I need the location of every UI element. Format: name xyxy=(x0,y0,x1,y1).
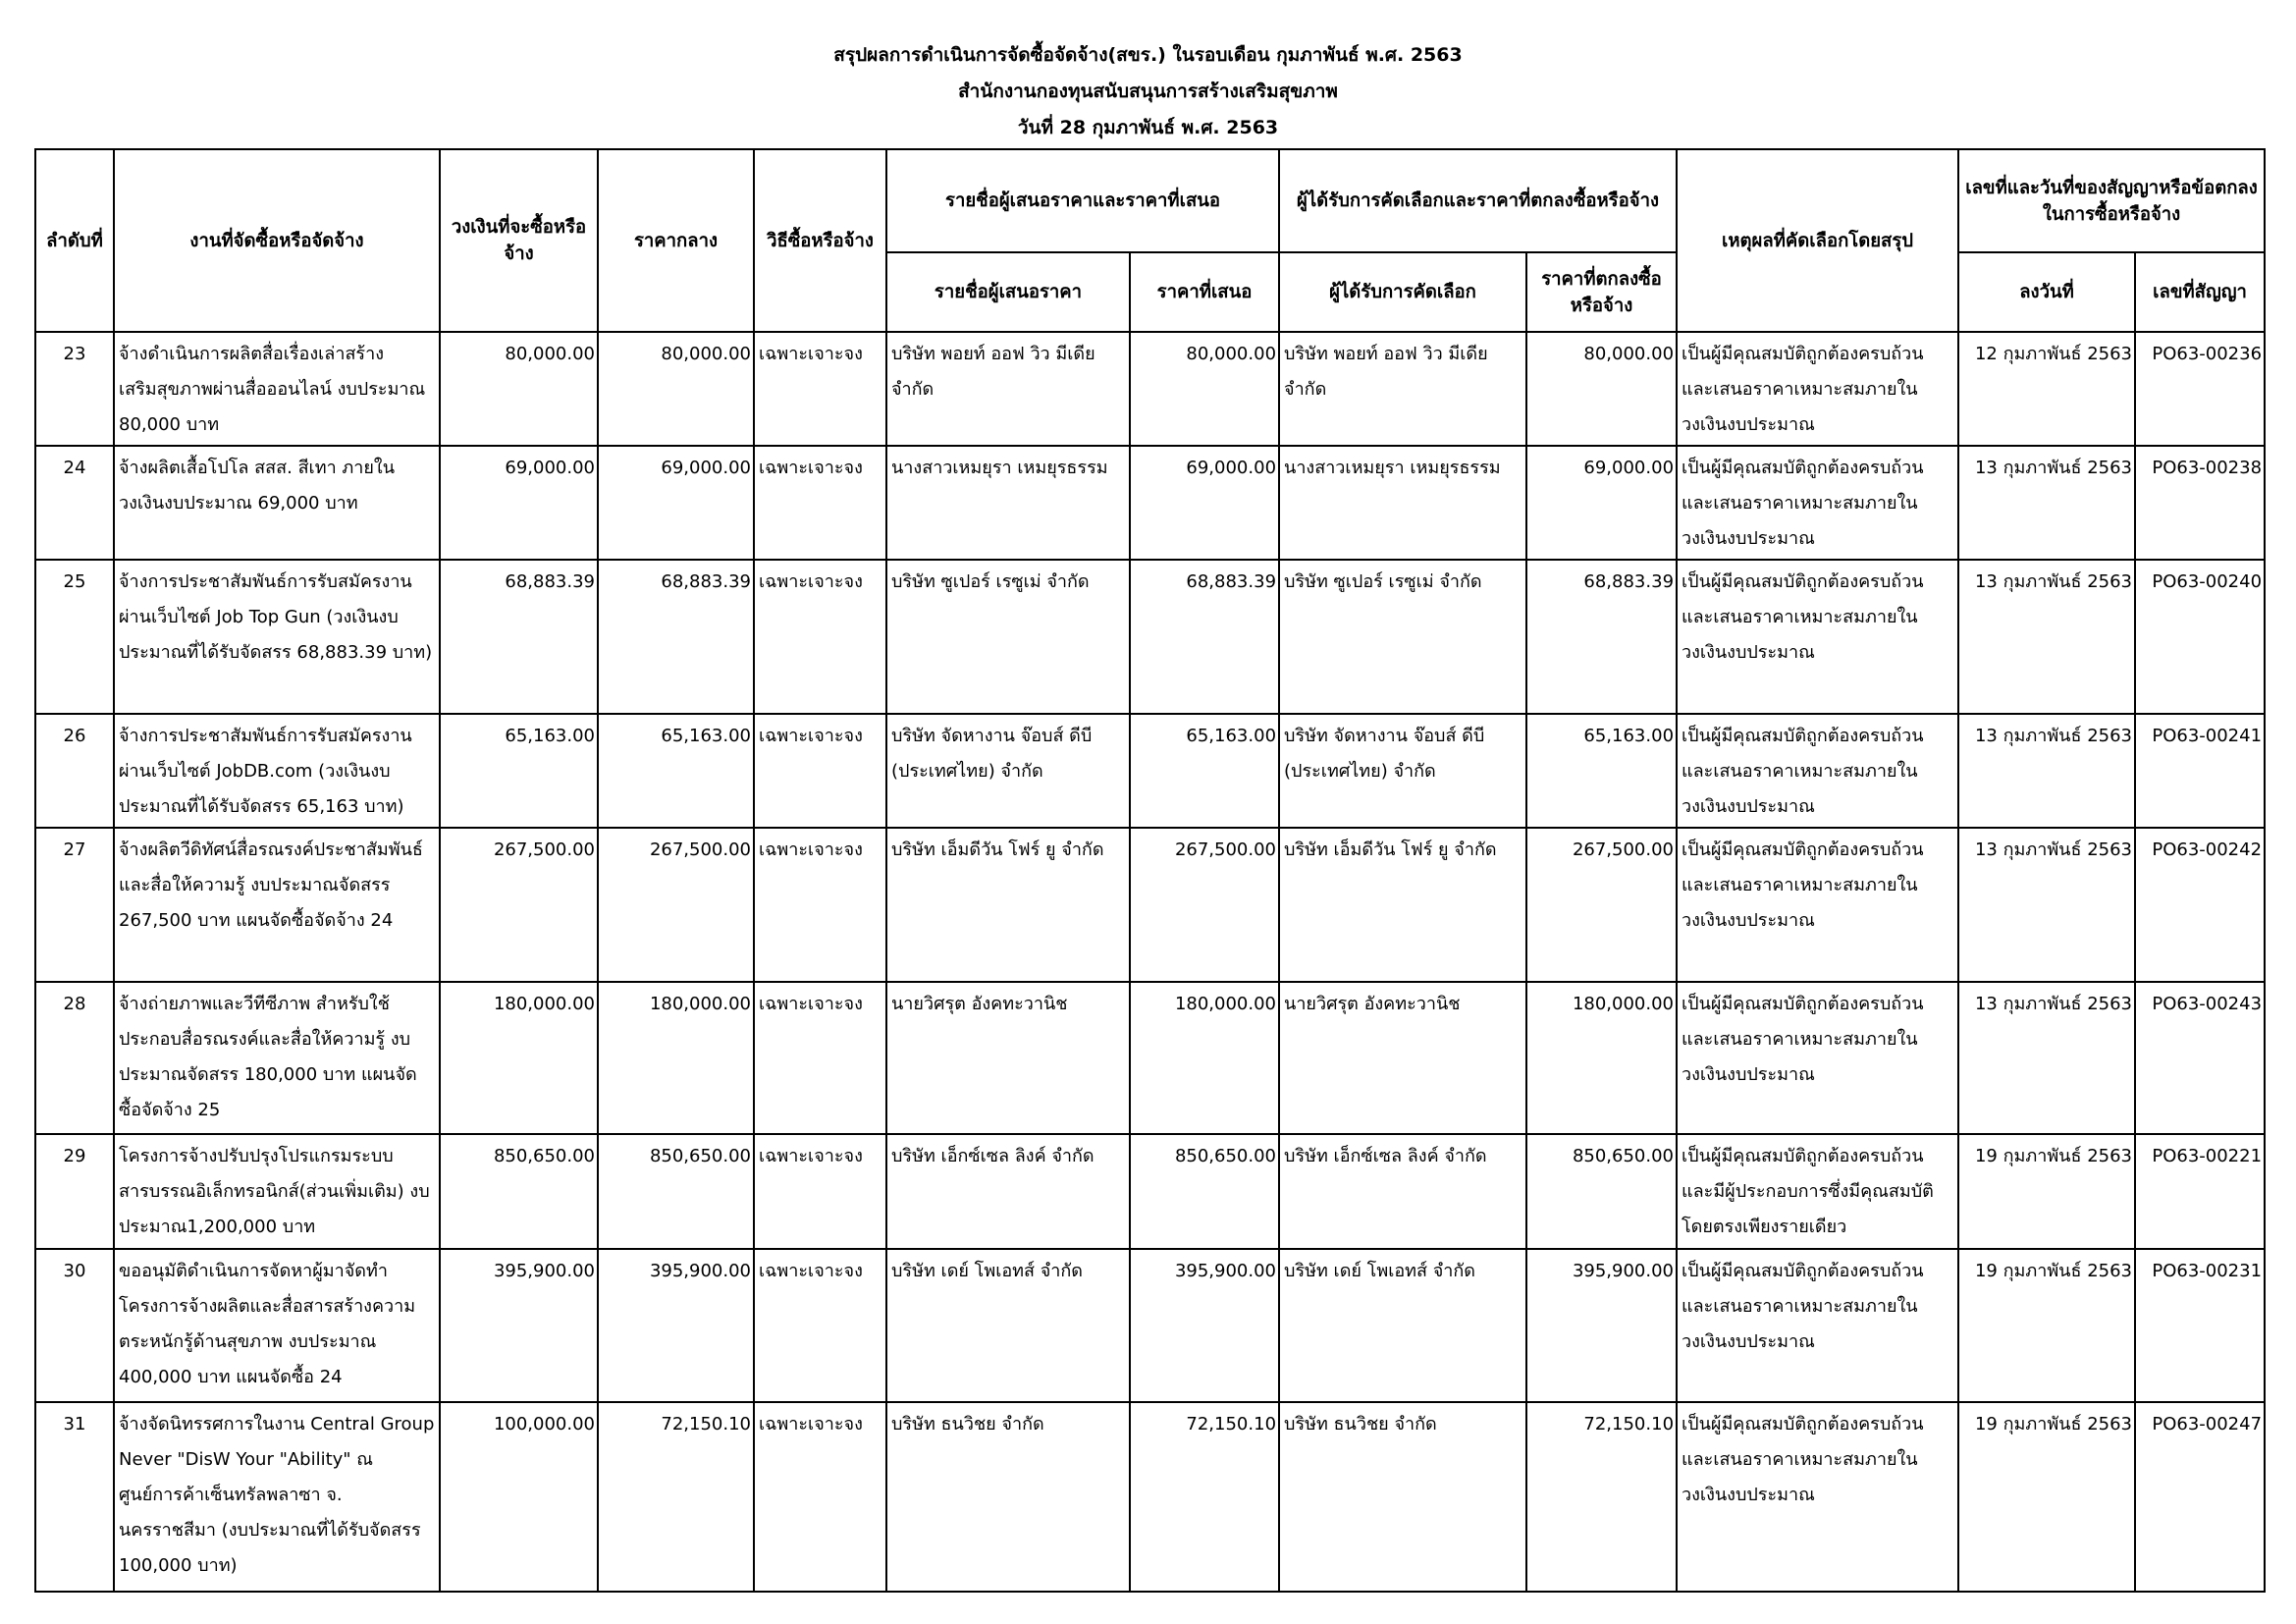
row-reason: เป็นผู้มีคุณสมบัติถูกต้องครบถ้วนและเสนอราคาเหมาะสมภายในวงเงินงบประมาณ xyxy=(1677,1249,1958,1402)
row-budget: 69,000.00 xyxy=(440,446,598,560)
row-agreed-price: 850,650.00 xyxy=(1526,1134,1677,1249)
row-median-price: 72,150.10 xyxy=(598,1402,754,1592)
row-selected: บริษัท พอยท์ ออฟ วิว มีเดีย จำกัด xyxy=(1279,332,1526,446)
col-header-work: งานที่จัดซื้อหรือจัดจ้าง xyxy=(114,149,440,332)
row-date: 13 กุมภาพันธ์ 2563 xyxy=(1958,446,2135,560)
col-header-date: ลงวันที่ xyxy=(1958,252,2135,332)
row-selected: บริษัท เดย์ โพเอทส์ จำกัด xyxy=(1279,1249,1526,1402)
row-bid-price: 80,000.00 xyxy=(1130,332,1279,446)
row-budget: 395,900.00 xyxy=(440,1249,598,1402)
row-date: 13 กุมภาพันธ์ 2563 xyxy=(1958,714,2135,828)
row-no: 23 xyxy=(35,332,114,446)
row-agreed-price: 395,900.00 xyxy=(1526,1249,1677,1402)
row-work: จ้างการประชาสัมพันธ์การรับสมัครงานผ่านเว็บไซต์ JobDB.com (วงเงินงบประมาณที่ได้รับจัดสรร 65,163 บาท) xyxy=(114,714,440,828)
row-method: เฉพาะเจาะจง xyxy=(754,446,886,560)
row-work: จ้างการประชาสัมพันธ์การรับสมัครงานผ่านเว็บไซต์ Job Top Gun (วงเงินงบประมาณที่ได้รับจัดสรร 68,883.39 บาท) xyxy=(114,560,440,714)
row-median-price: 65,163.00 xyxy=(598,714,754,828)
report-date: วันที่ 28 กุมภาพันธ์ พ.ศ. 2563 xyxy=(1017,117,1279,138)
table-row xyxy=(35,1134,2265,1249)
row-bidder: บริษัท ธนวิชย จำกัด xyxy=(886,1402,1130,1592)
row-agreed-price: 72,150.10 xyxy=(1526,1402,1677,1592)
row-agreed-price: 65,163.00 xyxy=(1526,714,1677,828)
row-median-price: 395,900.00 xyxy=(598,1249,754,1402)
row-bid-price: 180,000.00 xyxy=(1130,982,1279,1134)
row-work: จ้างจัดนิทรรศการในงาน Central Group Never "DisW Your "Ability" ณ ศูนย์การค้าเซ็นทรัลพลาซา จ. นครราชสีมา (งบประมาณที่ได้รับจัดสรร 100,000 บาท) xyxy=(114,1402,440,1592)
row-work: จ้างผลิตวีดิทัศน์สื่อรณรงค์ประชาสัมพันธ์และสื่อให้ความรู้ งบประมาณจัดสรร 267,500 บาท แผนจัดซื้อจัดจ้าง 24 xyxy=(114,828,440,982)
table-row xyxy=(35,446,2265,560)
row-reason: เป็นผู้มีคุณสมบัติถูกต้องครบถ้วนและเสนอราคาเหมาะสมภายในวงเงินงบประมาณ xyxy=(1677,982,1958,1134)
col-header-agreed-price: ราคาที่ตกลงซื้อหรือจ้าง xyxy=(1526,252,1677,332)
row-contract-no: PO63-00238 xyxy=(2135,446,2265,560)
row-date: 19 กุมภาพันธ์ 2563 xyxy=(1958,1402,2135,1592)
row-reason: เป็นผู้มีคุณสมบัติถูกต้องครบถ้วนและเสนอราคาเหมาะสมภายในวงเงินงบประมาณ xyxy=(1677,1402,1958,1592)
row-bidder: บริษัท ซูเปอร์ เรซูเม่ จำกัด xyxy=(886,560,1130,714)
row-no: 31 xyxy=(35,1402,114,1592)
row-budget: 68,883.39 xyxy=(440,560,598,714)
col-header-method: วิธีซื้อหรือจ้าง xyxy=(754,149,886,332)
row-bid-price: 68,883.39 xyxy=(1130,560,1279,714)
row-bid-price: 72,150.10 xyxy=(1130,1402,1279,1592)
row-work: จ้างถ่ายภาพและวีทีซีภาพ สำหรับใช้ประกอบสื่อรณรงค์และสื่อให้ความรู้ งบประมาณจัดสรร 180,000 บาท แผนจัดซื้อจัดจ้าง 25 xyxy=(114,982,440,1134)
row-agreed-price: 80,000.00 xyxy=(1526,332,1677,446)
row-budget: 80,000.00 xyxy=(440,332,598,446)
row-median-price: 850,650.00 xyxy=(598,1134,754,1249)
row-median-price: 180,000.00 xyxy=(598,982,754,1134)
row-selected: บริษัท เอ็มดีวัน โฟร์ ยู จำกัด xyxy=(1279,828,1526,982)
row-median-price: 80,000.00 xyxy=(598,332,754,446)
col-header-selected-name: ผู้ได้รับการคัดเลือก xyxy=(1279,252,1526,332)
row-median-price: 68,883.39 xyxy=(598,560,754,714)
document-header xyxy=(0,37,2296,146)
row-bidder: บริษัท เอ็กซ์เซล ลิงค์ จำกัด xyxy=(886,1134,1130,1249)
row-reason: เป็นผู้มีคุณสมบัติถูกต้องครบถ้วนและเสนอราคาเหมาะสมภายในวงเงินงบประมาณ xyxy=(1677,560,1958,714)
col-header-selected-group: ผู้ได้รับการคัดเลือกและราคาที่ตกลงซื้อหรือจ้าง xyxy=(1279,149,1677,252)
table-row xyxy=(35,982,2265,1134)
row-work: โครงการจ้างปรับปรุงโปรแกรมระบบสารบรรณอิเล็กทรอนิกส์(ส่วนเพิ่มเติม) งบประมาณ1,200,000 บาท xyxy=(114,1134,440,1249)
col-header-no: ลำดับที่ xyxy=(35,149,114,332)
row-reason: เป็นผู้มีคุณสมบัติถูกต้องครบถ้วนและมีผู้ประกอบการซึ่งมีคุณสมบัติโดยตรงเพียงรายเดียว xyxy=(1677,1134,1958,1249)
row-date: 19 กุมภาพันธ์ 2563 xyxy=(1958,1134,2135,1249)
row-contract-no: PO63-00242 xyxy=(2135,828,2265,982)
col-header-bid-price: ราคาที่เสนอ xyxy=(1130,252,1279,332)
col-header-median-price: ราคากลาง xyxy=(598,149,754,332)
row-no: 29 xyxy=(35,1134,114,1249)
row-contract-no: PO63-00240 xyxy=(2135,560,2265,714)
row-agreed-price: 69,000.00 xyxy=(1526,446,1677,560)
row-bid-price: 69,000.00 xyxy=(1130,446,1279,560)
row-date: 19 กุมภาพันธ์ 2563 xyxy=(1958,1249,2135,1402)
col-header-bidders-group: รายชื่อผู้เสนอราคาและราคาที่เสนอ xyxy=(886,149,1279,252)
row-method: เฉพาะเจาะจง xyxy=(754,828,886,982)
table-row xyxy=(35,828,2265,982)
col-header-reason: เหตุผลที่คัดเลือกโดยสรุป xyxy=(1677,149,1958,332)
row-no: 27 xyxy=(35,828,114,982)
row-bid-price: 267,500.00 xyxy=(1130,828,1279,982)
col-header-bidder-name: รายชื่อผู้เสนอราคา xyxy=(886,252,1130,332)
row-bidder: บริษัท พอยท์ ออฟ วิว มีเดีย จำกัด xyxy=(886,332,1130,446)
row-budget: 65,163.00 xyxy=(440,714,598,828)
row-no: 24 xyxy=(35,446,114,560)
row-median-price: 69,000.00 xyxy=(598,446,754,560)
row-no: 28 xyxy=(35,982,114,1134)
row-method: เฉพาะเจาะจง xyxy=(754,332,886,446)
row-work: ขออนุมัติดำเนินการจัดหาผู้มาจัดทำโครงการจ้างผลิตและสื่อสารสร้างความตระหนักรู้ด้านสุขภาพ งบประมาณ 400,000 บาท แผนจัดซื้อ 24 xyxy=(114,1249,440,1402)
row-bidder: บริษัท จัดหางาน จ๊อบส์ ดีบี (ประเทศไทย) จำกัด xyxy=(886,714,1130,828)
row-selected: บริษัท ซูเปอร์ เรซูเม่ จำกัด xyxy=(1279,560,1526,714)
row-contract-no: PO63-00221 xyxy=(2135,1134,2265,1249)
row-contract-no: PO63-00236 xyxy=(2135,332,2265,446)
row-method: เฉพาะเจาะจง xyxy=(754,982,886,1134)
row-agreed-price: 68,883.39 xyxy=(1526,560,1677,714)
row-date: 13 กุมภาพันธ์ 2563 xyxy=(1958,560,2135,714)
row-bid-price: 850,650.00 xyxy=(1130,1134,1279,1249)
row-reason: เป็นผู้มีคุณสมบัติถูกต้องครบถ้วนและเสนอราคาเหมาะสมภายในวงเงินงบประมาณ xyxy=(1677,714,1958,828)
row-contract-no: PO63-00241 xyxy=(2135,714,2265,828)
row-budget: 850,650.00 xyxy=(440,1134,598,1249)
row-bid-price: 395,900.00 xyxy=(1130,1249,1279,1402)
row-contract-no: PO63-00243 xyxy=(2135,982,2265,1134)
table-row xyxy=(35,560,2265,714)
row-reason: เป็นผู้มีคุณสมบัติถูกต้องครบถ้วนและเสนอราคาเหมาะสมภายในวงเงินงบประมาณ xyxy=(1677,446,1958,560)
table-body xyxy=(35,332,2265,1592)
row-bidder: บริษัท เดย์ โพเอทส์ จำกัด xyxy=(886,1249,1130,1402)
row-budget: 180,000.00 xyxy=(440,982,598,1134)
row-bidder: นายวิศรุต อังคทะวานิช xyxy=(886,982,1130,1134)
row-no: 30 xyxy=(35,1249,114,1402)
row-date: 12 กุมภาพันธ์ 2563 xyxy=(1958,332,2135,446)
col-header-contract-no: เลขที่สัญญา xyxy=(2135,252,2265,332)
table-row xyxy=(35,1402,2265,1592)
row-work: จ้างดำเนินการผลิตสื่อเรื่องเล่าสร้างเสริมสุขภาพผ่านสื่อออนไลน์ งบประมาณ 80,000 บาท xyxy=(114,332,440,446)
table-row xyxy=(35,332,2265,446)
row-method: เฉพาะเจาะจง xyxy=(754,1249,886,1402)
row-date: 13 กุมภาพันธ์ 2563 xyxy=(1958,828,2135,982)
row-method: เฉพาะเจาะจง xyxy=(754,1402,886,1592)
table-row xyxy=(35,714,2265,828)
row-budget: 100,000.00 xyxy=(440,1402,598,1592)
row-selected: บริษัท เอ็กซ์เซล ลิงค์ จำกัด xyxy=(1279,1134,1526,1249)
row-agreed-price: 180,000.00 xyxy=(1526,982,1677,1134)
col-header-budget: วงเงินที่จะซื้อหรือจ้าง xyxy=(440,149,598,332)
procurement-table xyxy=(34,148,2266,1593)
row-no: 25 xyxy=(35,560,114,714)
row-selected: นายวิศรุต อังคทะวานิช xyxy=(1279,982,1526,1134)
row-selected: บริษัท จัดหางาน จ๊อบส์ ดีบี (ประเทศไทย) จำกัด xyxy=(1279,714,1526,828)
row-method: เฉพาะเจาะจง xyxy=(754,560,886,714)
organization-name: สำนักงานกองทุนสนับสนุนการสร้างเสริมสุขภาพ xyxy=(958,81,1338,102)
col-header-contract-group: เลขที่และวันที่ของสัญญาหรือข้อตกลงในการซื้อหรือจ้าง xyxy=(1958,149,2265,252)
row-no: 26 xyxy=(35,714,114,828)
row-method: เฉพาะเจาะจง xyxy=(754,714,886,828)
row-date: 13 กุมภาพันธ์ 2563 xyxy=(1958,982,2135,1134)
row-bidder: นางสาวเหมยุรา เหมยุรธรรม xyxy=(886,446,1130,560)
row-reason: เป็นผู้มีคุณสมบัติถูกต้องครบถ้วนและเสนอราคาเหมาะสมภายในวงเงินงบประมาณ xyxy=(1677,332,1958,446)
row-median-price: 267,500.00 xyxy=(598,828,754,982)
table-row xyxy=(35,1249,2265,1402)
row-method: เฉพาะเจาะจง xyxy=(754,1134,886,1249)
header-row-top xyxy=(35,149,2265,252)
row-contract-no: PO63-00247 xyxy=(2135,1402,2265,1592)
row-budget: 267,500.00 xyxy=(440,828,598,982)
row-work: จ้างผลิตเสื้อโปโล สสส. สีเทา ภายในวงเงินงบประมาณ 69,000 บาท xyxy=(114,446,440,560)
row-selected: นางสาวเหมยุรา เหมยุรธรรม xyxy=(1279,446,1526,560)
row-contract-no: PO63-00231 xyxy=(2135,1249,2265,1402)
row-bidder: บริษัท เอ็มดีวัน โฟร์ ยู จำกัด xyxy=(886,828,1130,982)
row-agreed-price: 267,500.00 xyxy=(1526,828,1677,982)
row-reason: เป็นผู้มีคุณสมบัติถูกต้องครบถ้วนและเสนอราคาเหมาะสมภายในวงเงินงบประมาณ xyxy=(1677,828,1958,982)
report-title: สรุปผลการดำเนินการจัดซื้อจัดจ้าง(สขร.) ในรอบเดือน กุมภาพันธ์ พ.ศ. 2563 xyxy=(833,44,1463,66)
row-selected: บริษัท ธนวิชย จำกัด xyxy=(1279,1402,1526,1592)
row-bid-price: 65,163.00 xyxy=(1130,714,1279,828)
